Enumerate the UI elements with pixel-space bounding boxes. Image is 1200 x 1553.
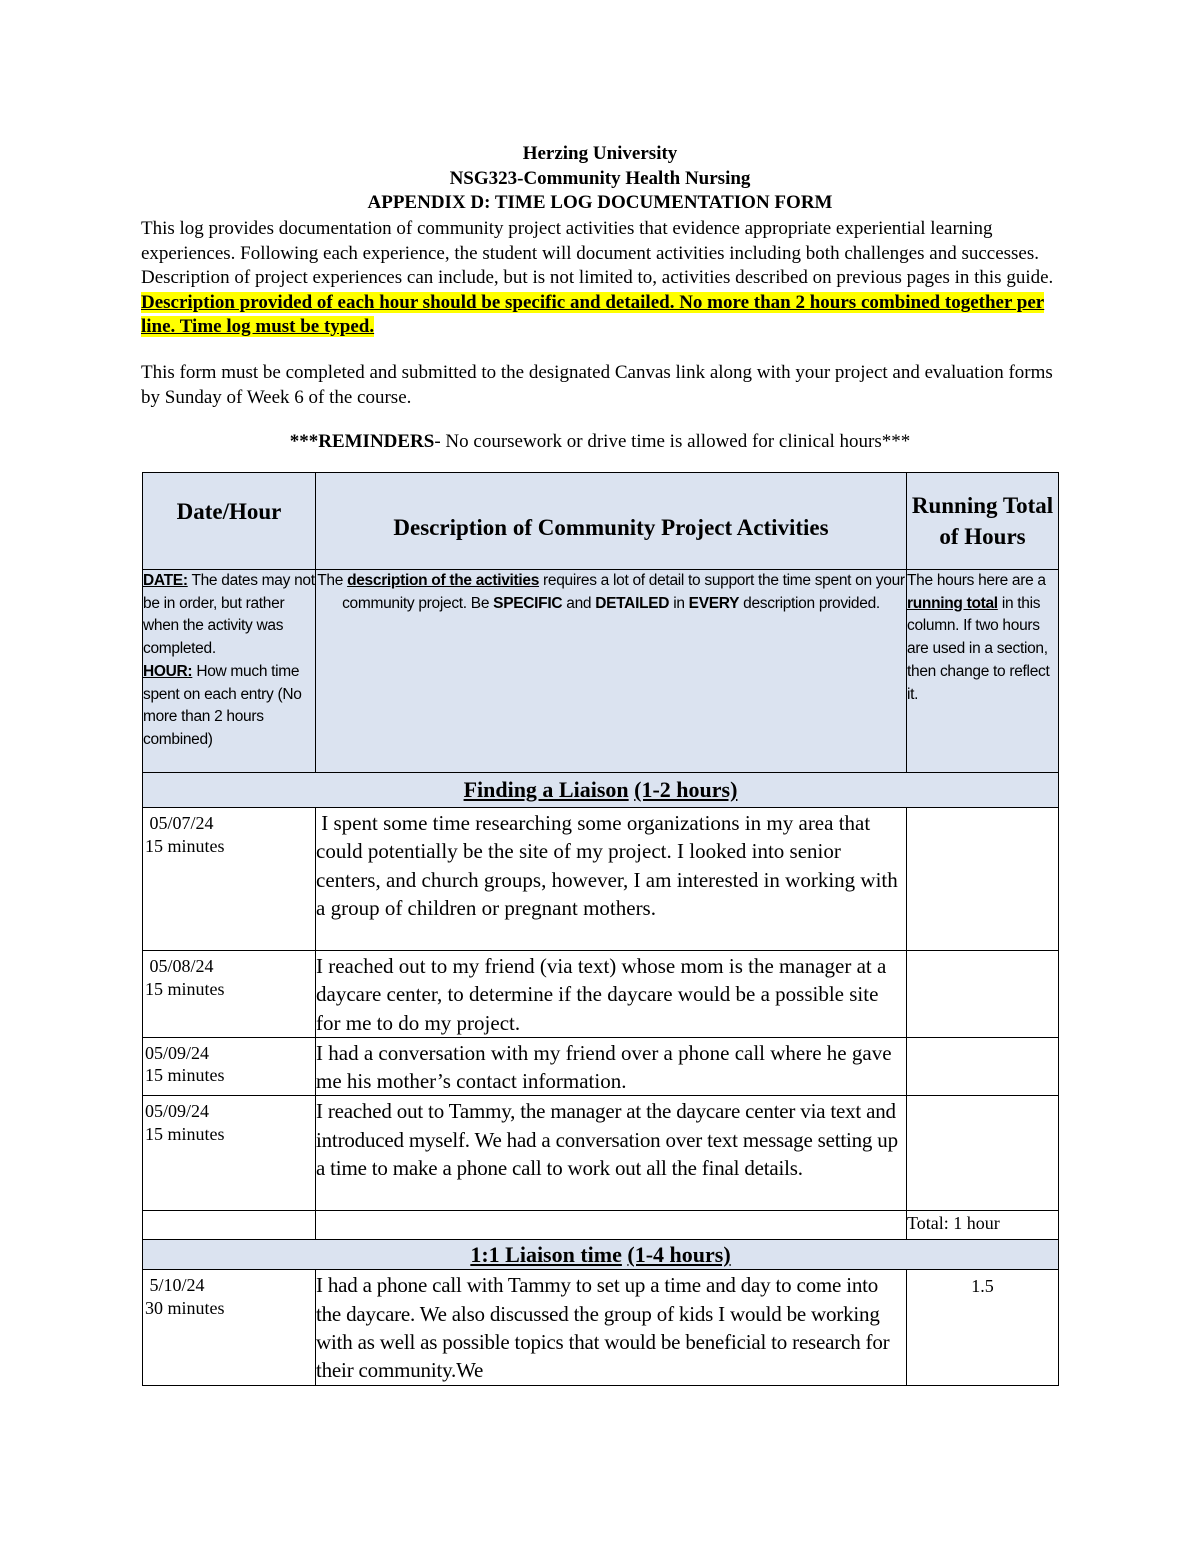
header-description: Description of Community Project Activities bbox=[316, 473, 907, 570]
time-log-table bbox=[142, 472, 1059, 1386]
section-title: Finding a Liaison bbox=[463, 777, 629, 802]
intro-paragraph bbox=[141, 217, 1056, 340]
desc-instruction-mid: requires a lot of detail to support the time spent on your community project. Be bbox=[342, 572, 905, 612]
table-row bbox=[143, 808, 1059, 951]
appendix-title: APPENDIX D: TIME LOG DOCUMENTATION FORM bbox=[367, 192, 833, 213]
table-row bbox=[143, 1096, 1059, 1211]
description-instructions bbox=[316, 570, 907, 773]
section-total: Total: 1 hour bbox=[907, 1211, 1059, 1240]
total-row bbox=[143, 1211, 1059, 1240]
run-instruction-end: in this column. If two hours are used in a section, then change to reflect it. bbox=[907, 594, 1050, 703]
section-range: (1-2 hours) bbox=[634, 777, 738, 802]
hour-instruction-text: How much time spent on each entry (No more than 2 hours combined) bbox=[143, 662, 302, 748]
running-cell bbox=[907, 1037, 1059, 1096]
running-instructions bbox=[907, 570, 1059, 773]
running-cell bbox=[907, 951, 1059, 1038]
desc-instruction-detailed: DETAILED bbox=[595, 594, 670, 612]
desc-instruction-and: and bbox=[562, 594, 596, 612]
desc-instruction-pre: The bbox=[317, 572, 348, 589]
activity-cell: I spent some time researching some organizations in my area that could potentially be the site of my project. I looked into senior centers, and church groups, however, I am interested in working with a group of children or pregnant mothers. bbox=[316, 808, 907, 951]
entry-date: 05/09/24 bbox=[145, 1101, 210, 1122]
entry-time: 30 minutes bbox=[145, 1297, 225, 1318]
run-instruction-pre: The hours here are a bbox=[907, 572, 1046, 589]
section-header-row bbox=[143, 773, 1059, 808]
reminder-text: - No coursework or drive time is allowed for clinical hours*** bbox=[434, 431, 911, 452]
date-instruction-text: The dates may not be in order, but rather when the activity was completed. bbox=[143, 572, 315, 658]
activity-cell: I reached out to Tammy, the manager at the daycare center via text and introduced myself. We had a conversation over text message setting up a time to make a phone call to work out all the final details. bbox=[316, 1096, 907, 1211]
section-liaison-time bbox=[143, 1240, 1059, 1270]
university-title: Herzing University bbox=[522, 143, 678, 164]
date-cell bbox=[143, 1037, 316, 1096]
entry-time: 15 minutes bbox=[145, 1123, 225, 1144]
entry-date: 05/07/24 bbox=[145, 813, 214, 833]
running-cell bbox=[907, 808, 1059, 951]
date-instructions bbox=[143, 570, 316, 773]
course-title: NSG323-Community Health Nursing bbox=[449, 168, 751, 189]
entry-time: 15 minutes bbox=[145, 835, 225, 856]
header-running-total: Running Total of Hours bbox=[907, 473, 1059, 570]
entry-time: 15 minutes bbox=[145, 1065, 225, 1086]
table-header-row bbox=[143, 473, 1059, 570]
table-row bbox=[143, 951, 1059, 1038]
date-cell bbox=[143, 1270, 316, 1385]
date-cell bbox=[143, 808, 316, 951]
highlighted-instruction: Description provided of each hour should be specific and detailed. No more than 2 hours combined together per line. Time log must be typed. bbox=[141, 291, 1045, 337]
run-instruction-bold: running total bbox=[907, 594, 998, 612]
hour-label: HOUR: bbox=[143, 662, 193, 680]
running-cell: 1.5 bbox=[907, 1270, 1059, 1385]
reminder-label: ***REMINDERS bbox=[289, 431, 435, 452]
section-header-row bbox=[143, 1240, 1059, 1270]
total-empty-date bbox=[143, 1211, 316, 1240]
activity-cell: I had a conversation with my friend over a phone call where he gave me his mother’s contact information. bbox=[316, 1037, 907, 1096]
instructions-row bbox=[143, 570, 1059, 773]
entry-date: 5/10/24 bbox=[145, 1275, 205, 1296]
table-row bbox=[143, 1270, 1059, 1385]
submission-paragraph: This form must be completed and submitted to the designated Canvas link along with your project and evaluation forms by Sunday of Week 6 of the course. bbox=[141, 362, 1053, 408]
section-finding-liaison bbox=[143, 773, 1059, 808]
date-cell bbox=[143, 1096, 316, 1211]
reminder-line bbox=[140, 430, 1060, 454]
date-label: DATE: bbox=[143, 572, 188, 589]
entry-date: 05/09/24 bbox=[145, 1042, 210, 1063]
desc-instruction-end: description provided. bbox=[739, 594, 880, 612]
header-date-hour: Date/Hour bbox=[143, 473, 316, 570]
intro-text: This log provides documentation of community project activities that evidence appropriate experiential learning experiences. Following each experience, the student will document activities including both challenges and successes. Description of project experiences can include, but is not limited to, activities described on previous pages in this guide. bbox=[141, 218, 1054, 288]
section-title: 1:1 Liaison time bbox=[470, 1241, 622, 1267]
table-row bbox=[143, 1037, 1059, 1096]
entry-date: 05/08/24 bbox=[145, 956, 214, 976]
entry-time: 15 minutes bbox=[145, 978, 225, 999]
date-cell bbox=[143, 951, 316, 1038]
section-range: (1-4 hours) bbox=[627, 1241, 731, 1267]
desc-instruction-specific: SPECIFIC bbox=[493, 594, 563, 612]
activity-cell: I had a phone call with Tammy to set up a time and day to come into the daycare. We also discussed the group of kids I would be working with as well as possible topics that would be beneficial to research for their community.We bbox=[316, 1270, 907, 1385]
desc-instruction-bold: description of the activities bbox=[347, 572, 540, 589]
running-cell bbox=[907, 1096, 1059, 1211]
total-empty-description bbox=[316, 1211, 907, 1240]
activity-cell: I reached out to my friend (via text) whose mom is the manager at a daycare center, to determine if the daycare would be a possible site for me to do my project. bbox=[316, 951, 907, 1038]
desc-instruction-every: EVERY bbox=[688, 594, 740, 612]
desc-instruction-in: in bbox=[669, 594, 689, 612]
